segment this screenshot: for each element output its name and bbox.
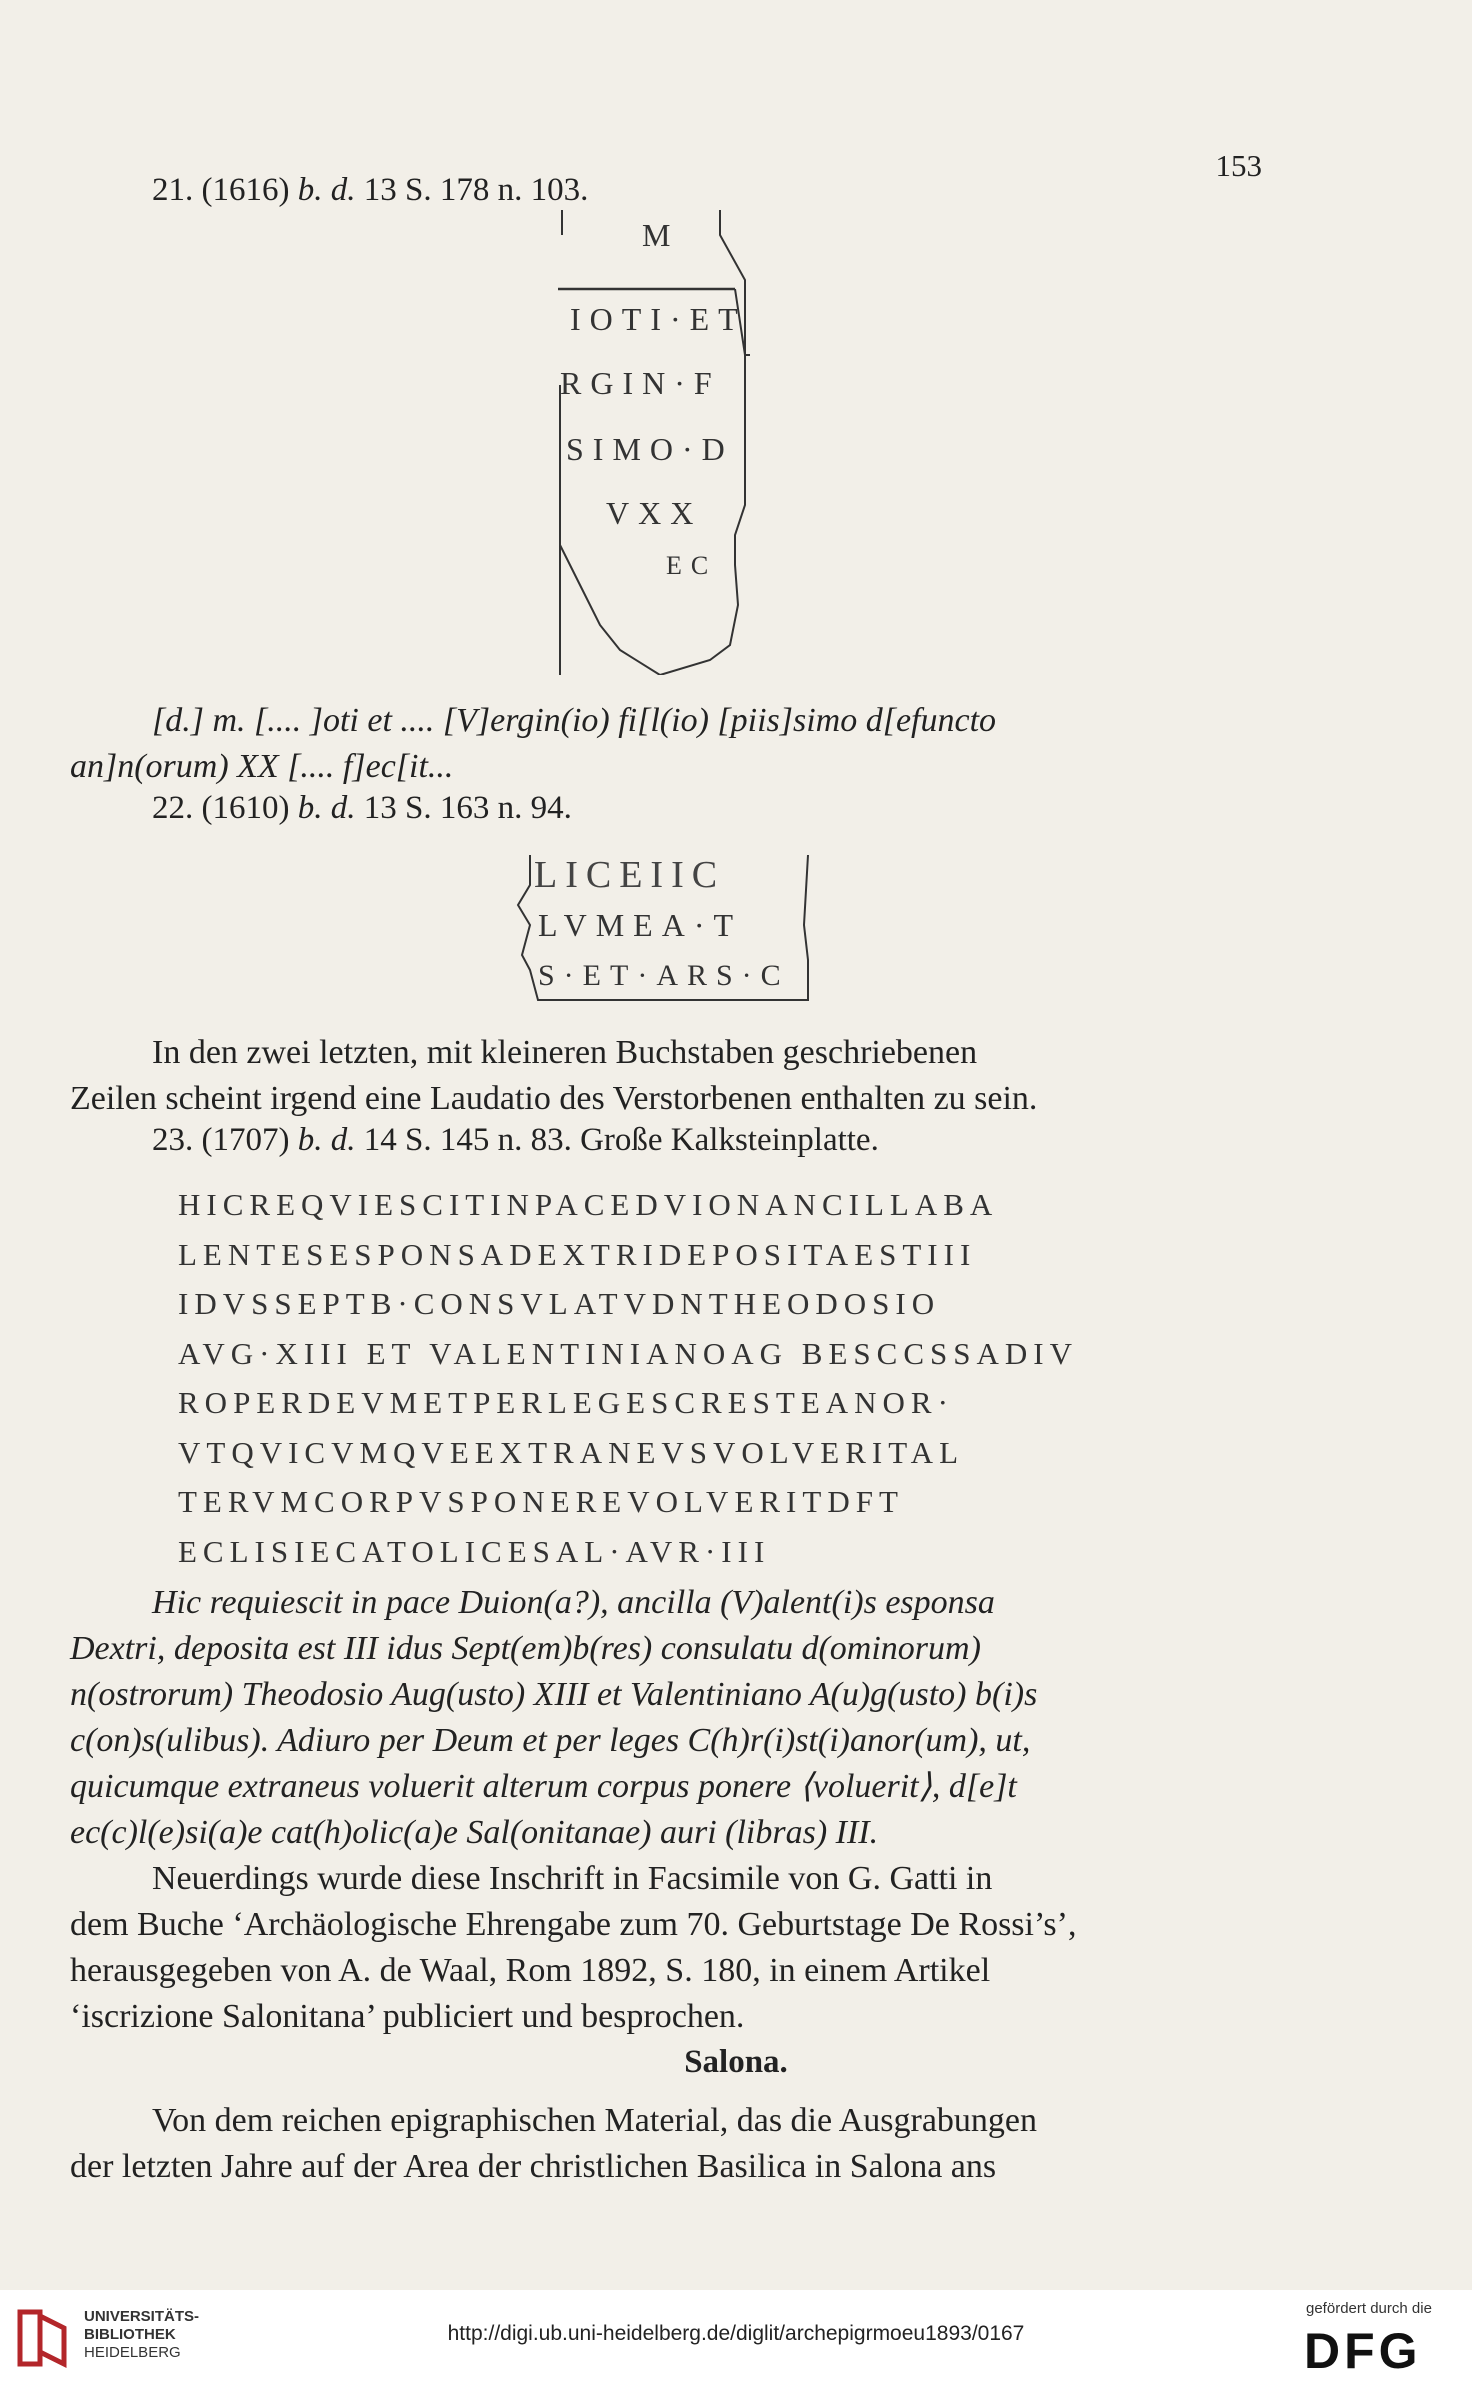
transcription-1-line-1: [d.] m. [.... ]oti et .... [V]ergin(io) fi[l(io) [piis]simo d[efuncto — [152, 702, 997, 739]
commentary-3-line-1: Neuerdings wurde diese Inschrift in Facsimile von G. Gatti in — [152, 1860, 993, 1897]
dfg-logo: DFG — [1304, 2323, 1422, 2379]
commentary-1-line-1: In den zwei letzten, mit kleineren Buchstaben geschriebenen — [152, 1034, 978, 1071]
fragment-2-line-3: S·ET·ARS·C — [538, 959, 790, 992]
inscription-3-line-7: TERVMCORPVSPONEREVOLVERITDFT — [178, 1484, 904, 1519]
salona-text-line-1: Von dem reichen epigraphischen Material, das die Ausgrabungen — [152, 2102, 1037, 2139]
inscription-fragment-2 — [508, 845, 818, 1015]
fragment-2-line-1: LICEIIC — [534, 854, 726, 896]
inscription-3-line-1: HICREQVIESCITINPACEDVIONANCILLABA — [178, 1187, 999, 1222]
entry-23-heading: 23. (1707) b. d. 14 S. 145 n. 83. Große Kalksteinplatte. — [152, 1122, 879, 1158]
fragment-1-line-2: IOTI·ET — [570, 301, 747, 337]
library-name: UNIVERSITÄTS- BIBLIOTHEK HEIDELBERG — [84, 2308, 200, 2361]
salona-text-line-2: der letzten Jahre auf der Area der christlichen Basilica in Salona ans — [70, 2148, 997, 2185]
inscription-3-line-5: ROPERDEVMETPERLEGESCRESTEANOR· — [178, 1385, 954, 1420]
commentary-3-line-2: dem Buche ‘Archäologische Ehrengabe zum 70. Geburtstage De Rossi’s’, — [70, 1906, 1077, 1943]
fragment-1-line-5: VXX — [606, 495, 703, 531]
inscription-3-line-2: LENTESESPONSADEXTRIDEPOSITAESTIII — [178, 1236, 977, 1272]
inscription-3-line-4: AVG·XIII ET VALENTINIANOAG BESCCSSADIV — [178, 1335, 1078, 1371]
entry-22-heading: 22. (1610) b. d. 13 S. 163 n. 94. — [152, 790, 572, 826]
entry-21-heading: 21. (1616) b. d. 13 S. 178 n. 103. — [152, 172, 589, 208]
translation-3-line-1: Hic requiescit in pace Duion(a?), ancilla (V)alent(i)s esponsa — [152, 1584, 995, 1621]
funded-by-label: gefördert durch die — [1306, 2300, 1432, 2317]
fragment-1-line-3: RGIN·F — [560, 365, 721, 401]
inscription-3-line-6: VTQVICVMQVEEXTRANEVSVOLVERITAL — [178, 1434, 964, 1470]
translation-3-line-3: n(ostrorum) Theodosio Aug(usto) XIII et Valentiniano A(u)g(usto) b(i)s — [70, 1676, 1038, 1713]
translation-3-line-4: c(on)s(ulibus). Adiuro per Deum et per leges C(h)r(i)st(i)anor(um), ut, — [70, 1722, 1031, 1759]
inscription-3-line-8: ECLISIECATOLICESAL·AVR·III — [178, 1533, 771, 1569]
inscription-3 — [178, 1180, 1198, 1576]
fragment-1-line-1: M — [642, 217, 680, 253]
section-heading-salona: Salona. — [684, 2044, 788, 2080]
fragment-1-line-4: SIMO·D — [566, 431, 734, 467]
fragment-1-line-6: EC — [666, 551, 718, 580]
commentary-3-line-3: herausgegeben von A. de Waal, Rom 1892, S. 180, in einem Artikel — [70, 1952, 991, 1989]
commentary-1-line-2: Zeilen scheint irgend eine Laudatio des Verstorbenen enthalten zu sein. — [70, 1080, 1038, 1117]
translation-3-line-6: ec(c)l(e)si(a)e cat(h)olic(a)e Sal(onitanae) auri (libras) III. — [70, 1814, 879, 1851]
translation-3-line-5: quicumque extraneus voluerit alterum corpus ponere ⟨voluerit⟩, d[e]t — [70, 1768, 1017, 1805]
fragment-2-line-2: LVMEA·T — [538, 907, 743, 943]
inscription-fragment-1 — [540, 205, 750, 675]
translation-3-line-2: Dextri, deposita est III idus Sept(em)b(res) consulatu d(ominorum) — [70, 1630, 981, 1667]
commentary-3-line-4: ‘iscrizione Salonitana’ publiciert und besprochen. — [70, 1998, 745, 2035]
source-url-link[interactable]: http://digi.ub.uni-heidelberg.de/diglit/archepigrmoeu1893/0167 — [447, 2322, 1025, 2345]
inscription-3-line-3: IDVSSEPTB·CONSVLATVDNTHEODOSIO — [178, 1286, 941, 1321]
transcription-1-line-2: an]n(orum) XX [.... f]ec[it... — [70, 748, 454, 785]
page-number: 153 — [1215, 148, 1262, 183]
